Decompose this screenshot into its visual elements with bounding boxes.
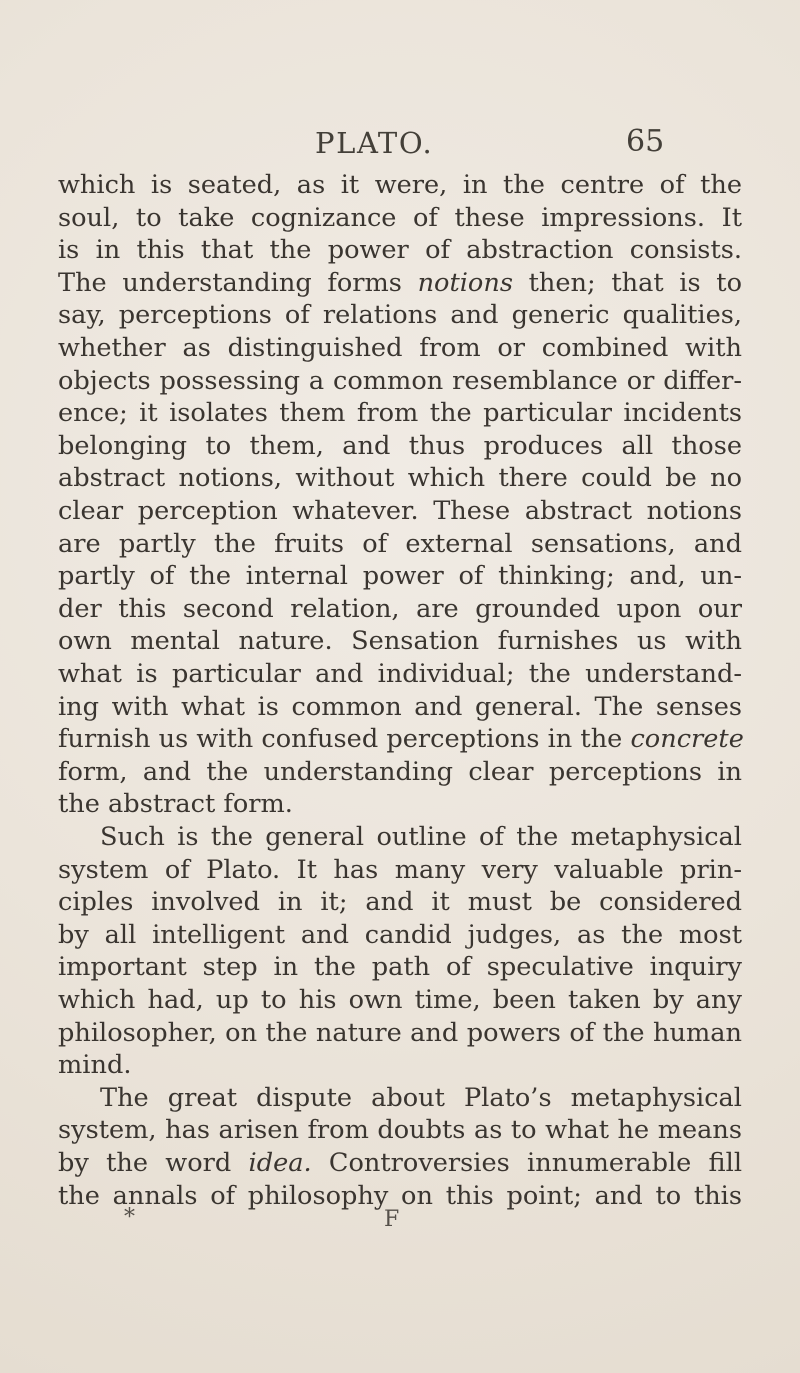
- text-run: by all intelligent and candid judges, as the most: [58, 919, 742, 950]
- text-run: objects possessing a common resemblance or differ-: [58, 365, 742, 396]
- text-run: which had, up to his own time, been taken by any: [58, 985, 742, 1015]
- text-line: [58, 722, 742, 756]
- text-line: [58, 266, 742, 300]
- text-line: [58, 494, 742, 528]
- text-run: The great dispute about Plato’s metaphysical: [100, 1082, 742, 1113]
- text-run: ciples involved in it; and it must be considered: [58, 887, 742, 918]
- text-run: ing with what is common and general. The senses: [58, 691, 742, 722]
- text-run: clear perception whatever. These abstract notions: [58, 496, 742, 526]
- text-run: say, perceptions of relations and generic qualities,: [58, 300, 742, 331]
- text-line: [58, 1146, 742, 1180]
- text-line: [58, 298, 742, 332]
- text-line: [58, 624, 742, 658]
- text-run: abstract notions, without which there could be no: [58, 463, 742, 494]
- text-line: [58, 918, 742, 952]
- text-line: [58, 657, 742, 691]
- text-run: ence; it isolates them from the particular incidents: [58, 398, 742, 429]
- running-head: [0, 0, 800, 160]
- text-run: important step in the path of speculative inquiry: [58, 952, 742, 983]
- text-line: [58, 690, 742, 724]
- text-line: [58, 1113, 742, 1147]
- text-run: which is seated, as it were, in the centre of the: [58, 170, 742, 200]
- text-run: Controversies innumerable fill: [311, 1148, 742, 1178]
- text-line: [58, 396, 742, 430]
- text-line: [58, 1016, 742, 1050]
- text-run: Such is the general outline of the metaphysical: [100, 822, 742, 852]
- text-line: [58, 429, 742, 463]
- running-head-title: PLATO.: [315, 126, 434, 160]
- text-line: [58, 201, 742, 235]
- text-line: [58, 592, 742, 626]
- text-run: belonging to them, and thus produces all those: [58, 430, 742, 461]
- text-run: system, has arisen from doubts as to what he means: [58, 1115, 742, 1146]
- text-line: [100, 820, 742, 854]
- text-line: [100, 1081, 742, 1115]
- text-run: form, and the understanding clear perceptions in: [58, 756, 742, 787]
- text-line: [58, 331, 742, 365]
- page-number: 65: [626, 124, 665, 159]
- text-line: [58, 1048, 131, 1082]
- text-line: [58, 787, 293, 821]
- text-run: partly of the internal power of thinking; and, un-: [58, 561, 742, 592]
- italic-word: concrete: [630, 724, 744, 755]
- italic-word: idea.: [248, 1148, 312, 1178]
- text-run: the abstract form.: [58, 789, 293, 820]
- text-run: soul, to take cognizance of these impressions. It: [58, 202, 742, 233]
- text-run: philosopher, on the nature and powers of the human: [58, 1017, 742, 1048]
- text-run: what is particular and individual; the understand-: [58, 659, 742, 689]
- text-run: der this second relation, are grounded upon our: [58, 593, 742, 624]
- text-run: whether as distinguished from or combined with: [58, 333, 742, 363]
- text-run: by the word: [58, 1148, 249, 1178]
- text-line: [58, 461, 742, 495]
- text-line: [58, 755, 742, 789]
- text-line: [58, 853, 742, 887]
- text-line: [58, 559, 742, 593]
- text-run: then; that is to: [512, 267, 742, 298]
- text-line: [58, 364, 742, 398]
- signature-letter: F: [384, 1207, 400, 1232]
- signature-mark: [0, 1205, 800, 1245]
- text-line: [58, 168, 742, 202]
- text-line: [58, 233, 742, 267]
- text-run: mind.: [58, 1050, 132, 1081]
- text-run: the annals of philosophy on this point; and to this: [58, 1180, 742, 1211]
- text-line: [58, 950, 742, 984]
- text-run: are partly the fruits of external sensations, and: [58, 528, 742, 559]
- text-line: [58, 527, 742, 561]
- text-run: own mental nature. Sensation furnishes us with: [58, 626, 742, 657]
- text-line: [58, 983, 742, 1017]
- text-run: furnish us with confused perceptions in the: [58, 724, 631, 755]
- text-run: is in this that the power of abstraction consists.: [58, 235, 742, 266]
- text-run: The understanding forms: [58, 267, 418, 298]
- text-line: [58, 885, 742, 919]
- signature-star: *: [124, 1205, 135, 1230]
- text-run: system of Plato. It has many very valuable prin-: [58, 854, 742, 885]
- italic-word: notions: [417, 267, 513, 298]
